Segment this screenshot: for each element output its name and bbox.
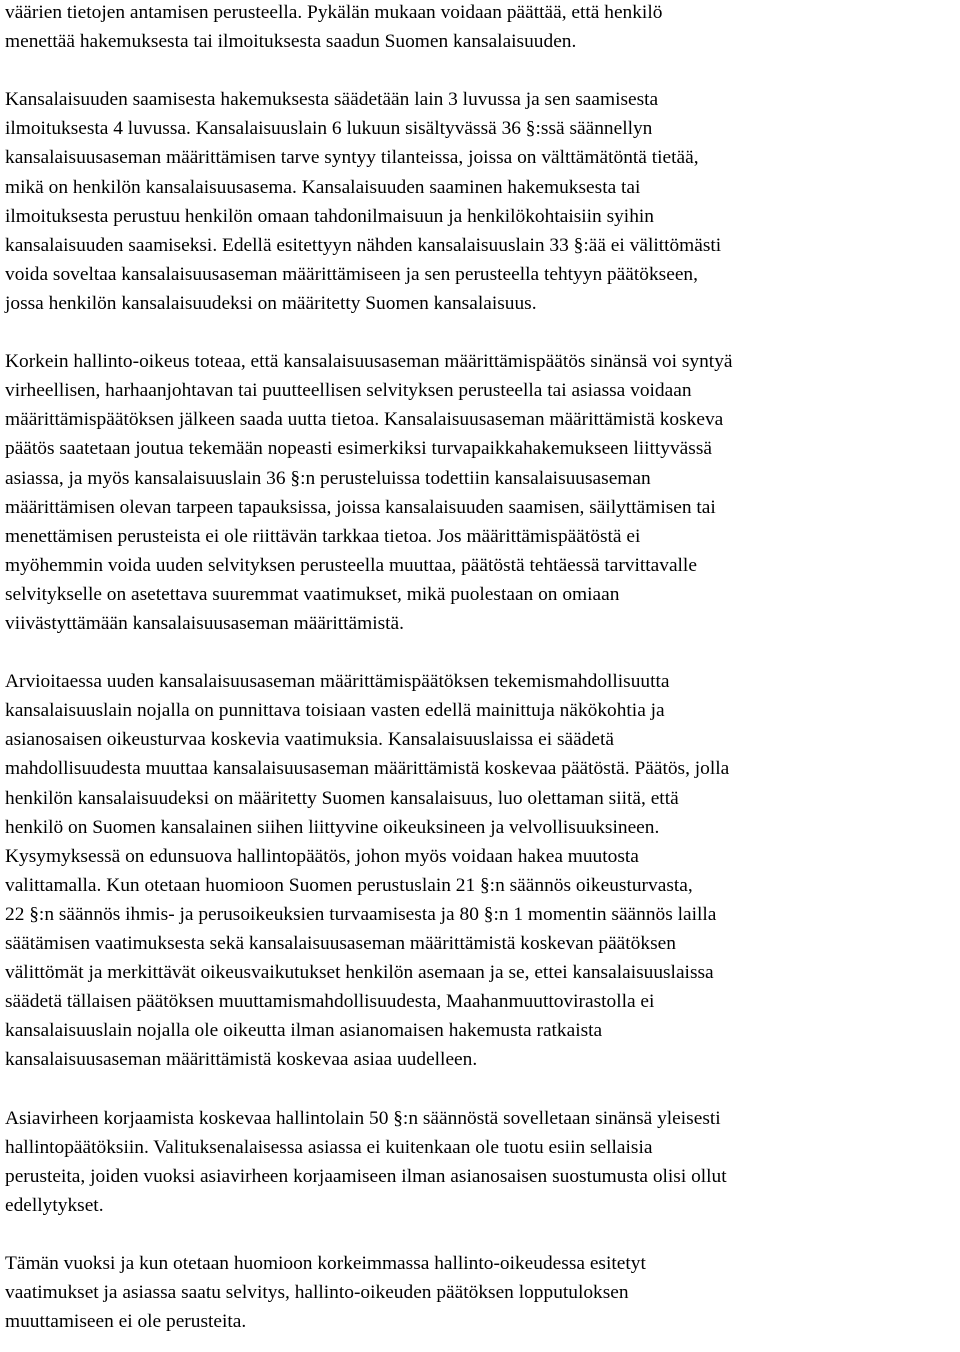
text-line: Tämän vuoksi ja kun otetaan huomioon korkeimmassa hallinto-oikeudessa esitetyt — [5, 1253, 646, 1275]
document-body — [5, 0, 955, 1336]
text-line: asiassa, ja myös kansalaisuuslain 36 §:n perusteluissa todettiin kansalaisuusaseman — [5, 467, 651, 489]
text-line: vaatimukset ja asiassa saatu selvitys, hallinto-oikeuden päätöksen lopputuloksen — [5, 1282, 629, 1304]
paragraph-6 — [5, 1249, 955, 1336]
text-line: kansalaisuusaseman määrittämisen tarve syntyy tilanteissa, joissa on välttämätöntä tietää, — [5, 147, 699, 169]
text-line: perusteita, joiden vuoksi asiavirheen korjaamiseen ilman asianosaisen suostumusta olisi ollut — [5, 1165, 727, 1187]
text-line: väärien tietojen antamisen perusteella. Pykälän mukaan voidaan päättää, että henkilö — [5, 2, 663, 23]
text-line: päätös saatetaan joutua tekemään nopeasti esimerkiksi turvapaikkahakemukseen liittyvässä — [5, 438, 712, 460]
text-line: Kysymyksessä on edunsuova hallintopäätös, johon myös voidaan hakea muutosta — [5, 845, 639, 867]
text-line: Kansalaisuuden saamisesta hakemuksesta säädetään lain 3 luvussa ja sen saamisesta — [5, 89, 659, 111]
text-line: Arvioitaessa uuden kansalaisuusaseman määrittämispäätöksen tekemismahdollisuutta — [5, 671, 670, 693]
paragraph-spacer — [5, 638, 955, 667]
text-line: henkilön kansalaisuudeksi on määritetty Suomen kansalaisuus, luo olettaman siitä, että — [5, 787, 679, 809]
text-line: määrittämisen olevan tarpeen tapauksissa, joissa kansalaisuuden saamisen, säilyttämisen tai — [5, 496, 716, 518]
text-line: selvitykselle on asetettava suuremmat vaatimukset, mikä puolestaan on omiaan — [5, 583, 620, 605]
text-line: asianosaisen oikeusturvaa koskevia vaatimuksia. Kansalaisuuslaissa ei säädetä — [5, 729, 615, 751]
text-line: kansalaisuuslain nojalla on punnittava toisiaan vasten edellä mainittuja näkökohtia ja — [5, 700, 665, 722]
text-line: valittamalla. Kun otetaan huomioon Suomen perustuslain 21 §:n säännös oikeusturvasta, — [5, 874, 693, 896]
text-line: säädetä tällaisen päätöksen muuttamismahdollisuudesta, Maahanmuuttovirastolla ei — [5, 991, 655, 1013]
text-line: ilmoituksesta 4 luvussa. Kansalaisuuslain 6 lukuun sisältyvässä 36 §:ssä säännellyn — [5, 118, 653, 140]
text-line: kansalaisuuden saamiseksi. Edellä esitettyyn nähden kansalaisuuslain 33 §:ää ei välittömästi — [5, 234, 722, 256]
text-line: hallintopäätöksiin. Valituksenalaisessa asiassa ei kuitenkaan ole tuotu esiin sellaisia — [5, 1136, 653, 1158]
text-line: ilmoituksesta perustuu henkilön omaan tahdonilmaisuun ja henkilökohtaisiin syihin — [5, 205, 654, 227]
text-line: mahdollisuudesta muuttaa kansalaisuusaseman määrittämistä koskevaa päätöstä. Päätös, jolla — [5, 758, 730, 780]
text-line: määrittämispäätöksen jälkeen saada uutta tietoa. Kansalaisuusaseman määrittämistä koskeva — [5, 409, 724, 431]
text-line: menettämisen perusteista ei ole riittävän tarkkaa tietoa. Jos määrittämispäätöstä ei — [5, 525, 641, 547]
text-line: kansalaisuusaseman määrittämistä koskevaa asiaa uudelleen. — [5, 1049, 478, 1071]
text-line: menettää hakemuksesta tai ilmoituksesta saadun Suomen kansalaisuuden. — [5, 31, 577, 53]
paragraph-spacer — [5, 1074, 955, 1103]
text-line: mikä on henkilön kansalaisuusasema. Kansalaisuuden saaminen hakemuksesta tai — [5, 176, 641, 198]
text-line: 22 §:n säännös ihmis- ja perusoikeuksien turvaamisesta ja 80 §:n 1 momentin säännös lailla — [5, 903, 717, 925]
text-line: virheellisen, harhaanjohtavan tai puutteellisen selvityksen perusteella tai asiassa voidaan — [5, 380, 692, 402]
text-line: voida soveltaa kansalaisuusaseman määrittämiseen ja sen perusteella tehtyyn päätökseen, — [5, 263, 698, 285]
paragraph-2 — [5, 85, 955, 318]
paragraph-spacer — [5, 318, 955, 347]
text-line: henkilö on Suomen kansalainen siihen liittyvine oikeuksineen ja velvollisuuksineen. — [5, 816, 660, 838]
text-line: muuttamiseen ei ole perusteita. — [5, 1311, 247, 1333]
text-line: kansalaisuuslain nojalla ole oikeutta ilman asianomaisen hakemusta ratkaista — [5, 1020, 603, 1042]
text-line: viivästyttämään kansalaisuusaseman määrittämistä. — [5, 612, 405, 634]
paragraph-3 — [5, 347, 955, 638]
text-line: Asiavirheen korjaamista koskevaa hallintolain 50 §:n säännöstä sovelletaan sinänsä yleisesti — [5, 1107, 721, 1129]
paragraph-1 — [5, 0, 955, 56]
paragraph-spacer — [5, 56, 955, 85]
paragraph-5 — [5, 1104, 955, 1220]
paragraph-spacer — [5, 1220, 955, 1249]
text-line: jossa henkilön kansalaisuudeksi on määritetty Suomen kansalaisuus. — [5, 292, 537, 314]
text-line: välittömät ja merkittävät oikeusvaikutukset henkilön asemaan ja se, ettei kansalaisuuslaissa — [5, 962, 714, 984]
text-line: Korkein hallinto-oikeus toteaa, että kansalaisuusaseman määrittämispäätös sinänsä voi syntyä — [5, 351, 733, 373]
text-line: säätämisen vaatimuksesta sekä kansalaisuusaseman määrittämistä koskevan päätöksen — [5, 933, 676, 954]
paragraph-4 — [5, 667, 955, 1074]
text-line: myöhemmin voida uuden selvityksen perusteella muuttaa, päätöstä tehtäessä tarvittavalle — [5, 554, 697, 576]
text-line: edellytykset. — [5, 1194, 104, 1216]
